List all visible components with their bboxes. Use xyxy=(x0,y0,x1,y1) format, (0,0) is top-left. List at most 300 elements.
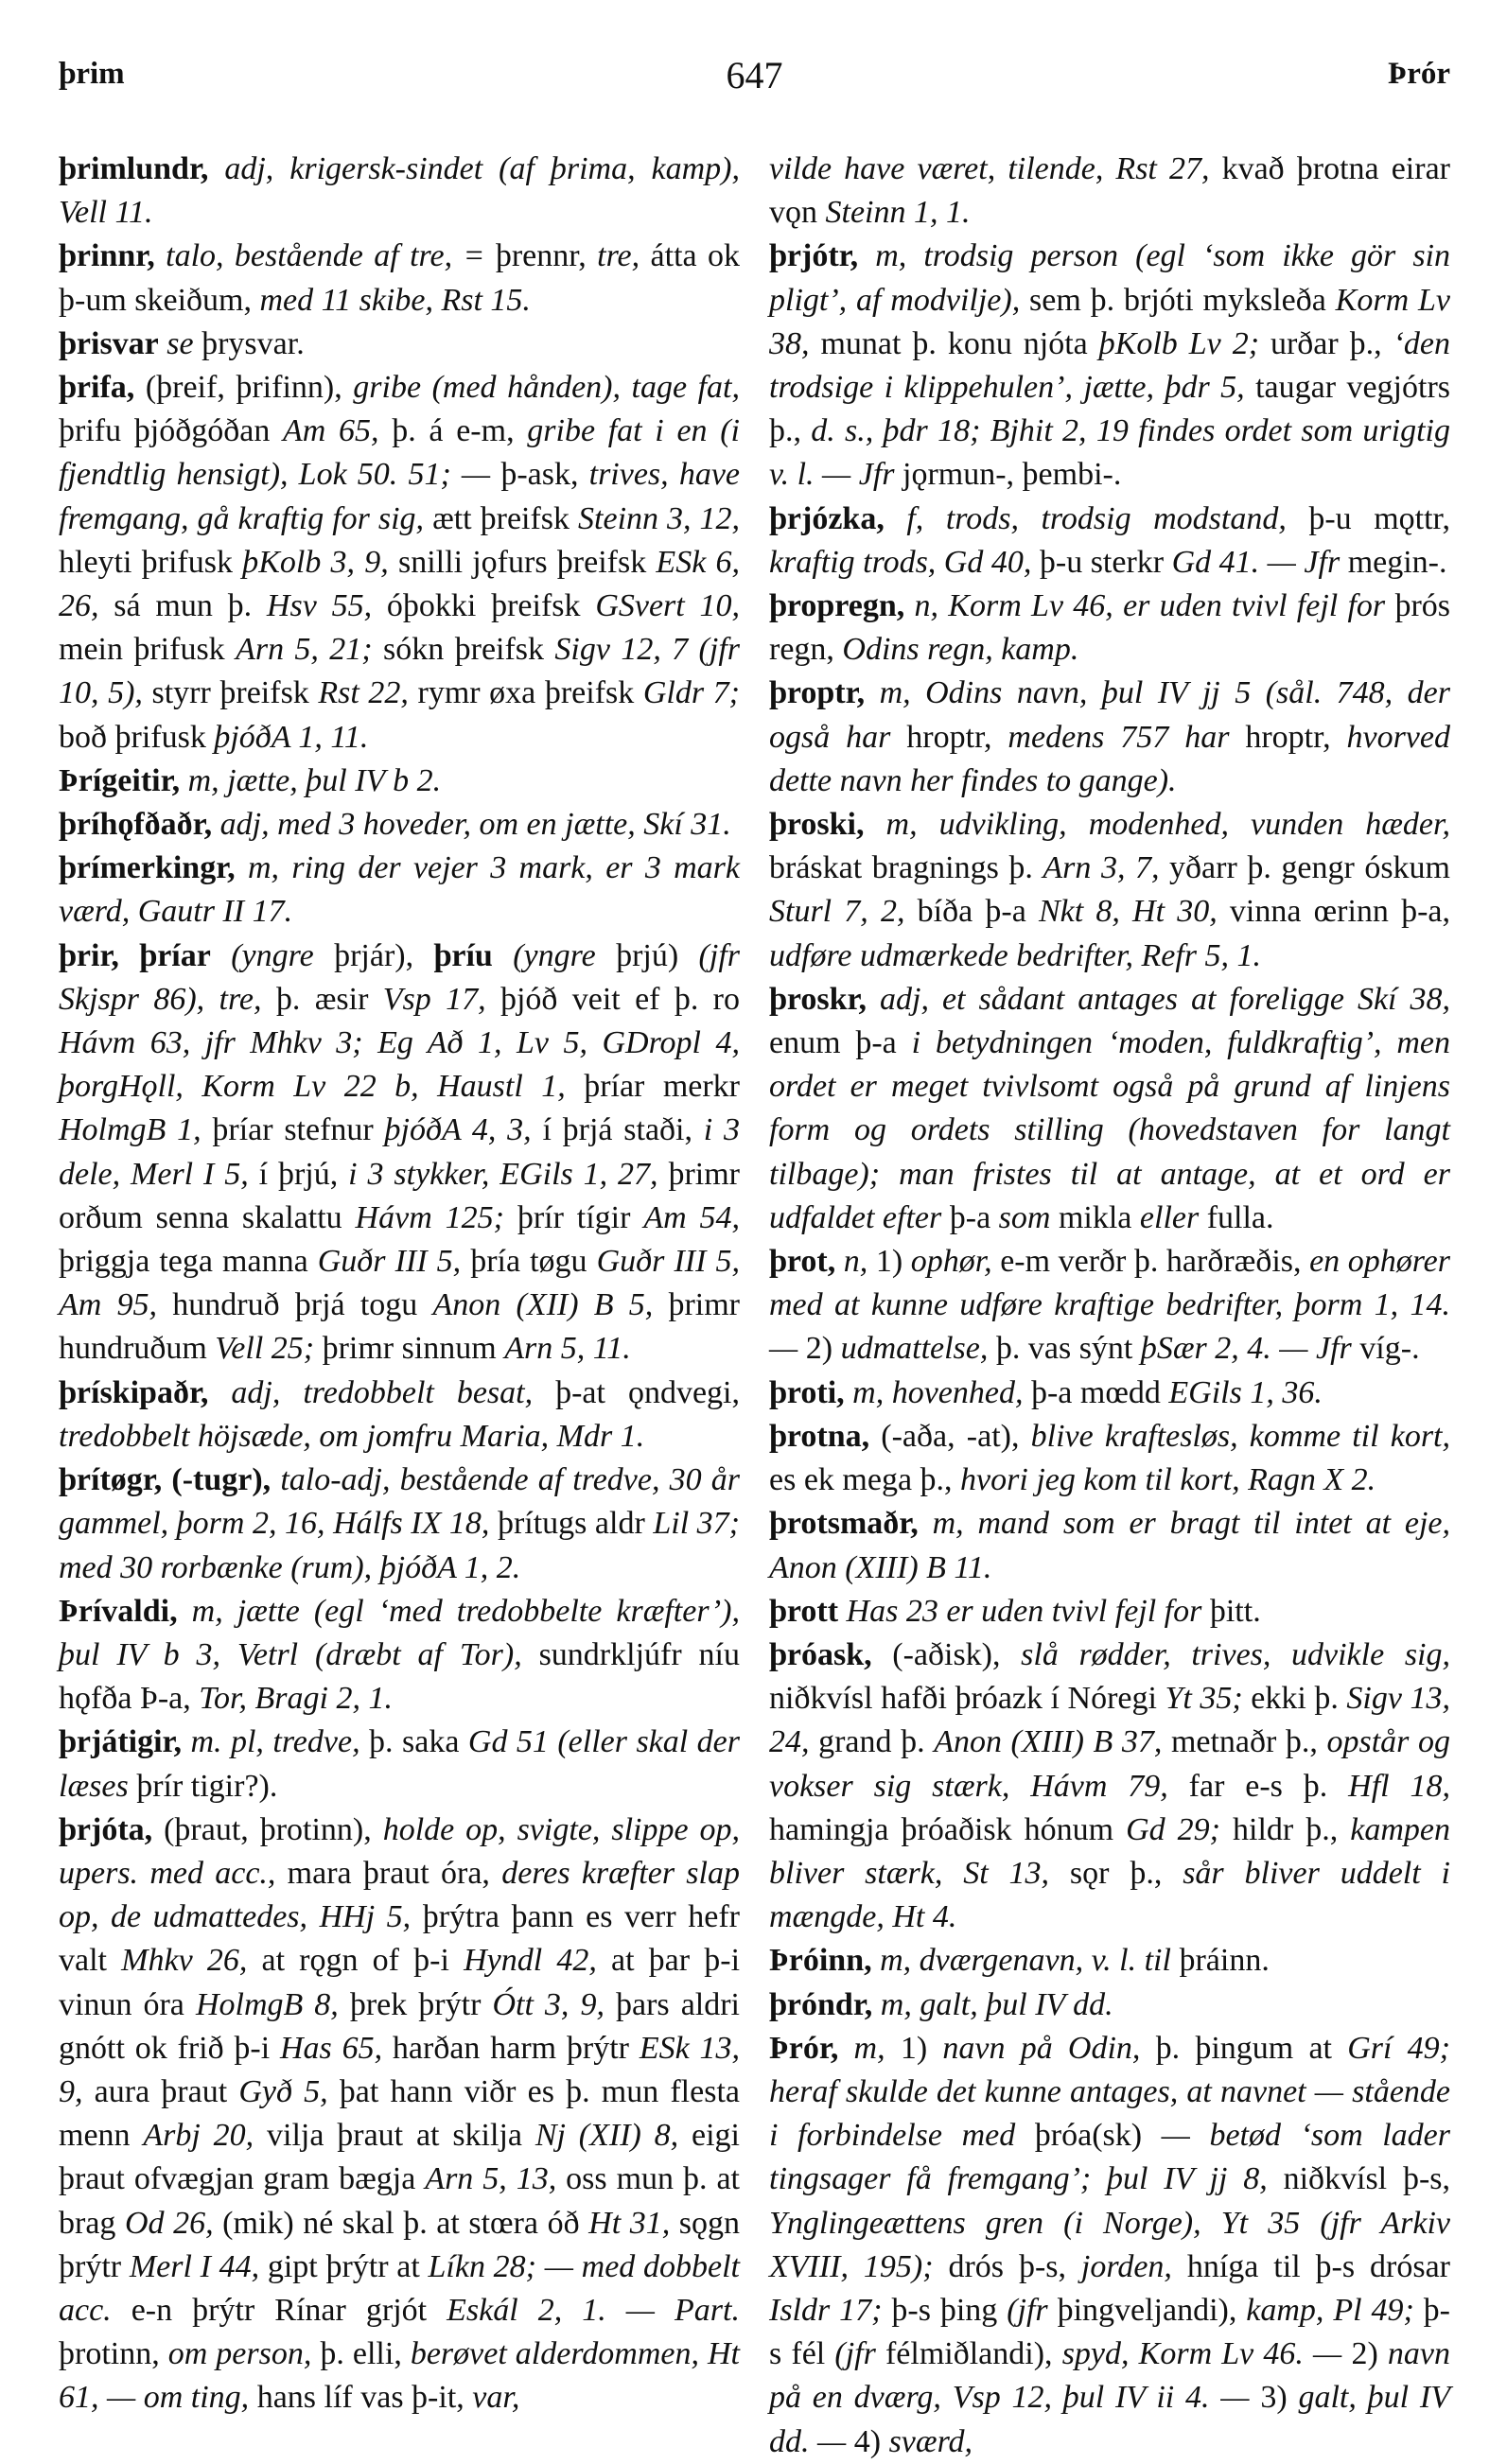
entry-gloss: (jfr Skjspr 86), tre, xyxy=(59,937,740,1017)
entry-headword: þrjótr, xyxy=(769,238,859,274)
entry-gloss: kampen bliver stærk, St 13, xyxy=(769,1811,1450,1891)
entry-headword: þríu xyxy=(433,937,493,973)
entry-gloss: Am 54, xyxy=(643,1199,741,1235)
entry-citation: þríar stefnur xyxy=(212,1112,385,1148)
dictionary-entry xyxy=(769,1983,1450,2027)
entry-citation: þ-u sterkr xyxy=(1039,544,1172,580)
entry-headword: þroski, xyxy=(769,807,865,843)
entry-gloss: Líkn 28; — med dobbelt acc. xyxy=(59,2248,740,2328)
entry-gloss: Anon (XII) B 5, xyxy=(432,1287,669,1323)
entry-gloss: Gldr 7; xyxy=(642,675,740,711)
entry-headword: þrott xyxy=(769,1593,839,1629)
entry-gloss: Guðr III 5, Am 95, xyxy=(59,1244,740,1323)
entry-gloss: m, xyxy=(838,2030,901,2066)
entry-headword: þrifa, xyxy=(59,370,135,406)
entry-citation: hroptr, xyxy=(906,719,1008,755)
header-left-catchword: þrim xyxy=(59,57,125,91)
entry-gloss: m, dværgenavn, v. l. til xyxy=(871,1943,1180,1979)
entry-gloss: f, trods, trodsig modstand, xyxy=(884,500,1309,536)
entry-gloss: berøvet alderdommen, Ht 61, — om ting, xyxy=(59,2336,741,2416)
entry-gloss: Gd 41. — Jfr xyxy=(1171,544,1348,580)
entry-gloss: m, trodsig person (egl ‘som ikke gör sin pligt’, af modvilje), xyxy=(769,238,1450,318)
entry-citation: ætt þreifsk xyxy=(432,500,579,536)
entry-gloss: Steinn 1, 1. xyxy=(825,195,971,231)
entry-citation: sǫgn þrýtr xyxy=(59,2205,741,2284)
entry-headword: Þrór, xyxy=(769,2030,839,2066)
entry-headword: þrjózka, xyxy=(769,500,885,536)
entry-headword: þrímerkingr, xyxy=(59,850,236,886)
entry-gloss: medens 757 har xyxy=(1008,719,1246,755)
entry-gloss: slå rødder, trives, udvikle sig, xyxy=(1021,1636,1450,1672)
dictionary-entry xyxy=(59,366,740,760)
entry-gloss: þSær 2, 4. — Jfr xyxy=(1140,1331,1360,1367)
entry-citation: þrimr hundruðum xyxy=(59,1287,740,1367)
entry-citation: þ. vas sýnt xyxy=(995,1331,1141,1367)
entry-gloss: hvorved dette navn her findes to gange). xyxy=(769,719,1450,798)
entry-citation: e-m verðr þ. harðræðis, xyxy=(1000,1244,1310,1280)
entry-gloss: en ophører med at kunne udføre kraftige bedrifter, þorm 1, 14. — xyxy=(769,1244,1451,1367)
entry-citation: megin-. xyxy=(1347,544,1447,580)
entry-citation: 1) xyxy=(900,2030,943,2066)
entry-gloss: i betydningen ‘moden, fuldkraftig’, men ordet er meget tvivlsomt også på grund af linjens form og ordets stilling (hovedstaven for langt tilbage); man fristes til at antage, at et ord er udfaldet efter xyxy=(769,1025,1450,1235)
entry-gloss: Od 26, xyxy=(124,2205,223,2241)
entry-citation: metnaðr þ., xyxy=(1170,1724,1327,1760)
left-column xyxy=(59,148,740,2464)
dictionary-entry xyxy=(59,1459,740,1590)
entry-citation: þrír tígir xyxy=(517,1199,644,1235)
entry-gloss: (jfr xyxy=(1007,2292,1058,2328)
entry-headword: þríhǫfðaðr, xyxy=(59,807,213,843)
entry-gloss: i 3 stykker, EGils 1, 27, xyxy=(348,1156,669,1192)
entry-gloss: trives, have fremgang, gå kraftig for sig, xyxy=(59,457,740,536)
entry-gloss: holde op, svigte, slippe op, upers. med acc., xyxy=(59,1811,740,1891)
entry-gloss: Arn 3, 7, xyxy=(1043,850,1170,886)
entry-gloss: — betød ‘som lader tingsager få fremgang’; þul IV jj 8, xyxy=(769,2118,1450,2197)
entry-gloss: blive kraftesløs, komme til kort, xyxy=(1030,1418,1450,1454)
entry-citation: þ. saka xyxy=(369,1724,468,1760)
entry-citation: þrifu þjóðgóðan xyxy=(59,413,284,449)
entry-gloss: Vell 25; xyxy=(215,1331,323,1367)
entry-gloss: Arn 5, 11. xyxy=(504,1331,631,1367)
entry-citation: rymr øxa þreifsk xyxy=(417,675,643,711)
entry-gloss: talo-adj, bestående af tredve, 30 år gammel, þorm 2, 16, Hálfs IX 18, xyxy=(59,1462,740,1542)
entry-gloss: m, mand som er bragt til intet at eje, Anon (XIII) B 11. xyxy=(769,1506,1450,1585)
entry-citation: hundruð þrjá togu xyxy=(172,1287,433,1323)
dictionary-entry xyxy=(59,760,740,803)
entry-citation: víg-. xyxy=(1359,1331,1420,1367)
entry-citation: þríar merkr xyxy=(584,1069,740,1105)
entry-gloss: udmattelse, xyxy=(840,1331,996,1367)
dictionary-entry xyxy=(59,323,740,366)
dictionary-entry xyxy=(59,1721,740,1808)
entry-citation: ekki þ. xyxy=(1251,1681,1347,1717)
entry-citation: 1) xyxy=(875,1244,911,1280)
entry-citation: yðarr þ. gengr óskum xyxy=(1169,850,1451,886)
entry-citation: hildr þ., xyxy=(1233,1811,1351,1847)
entry-citation: vinna œrinn þ-a, xyxy=(1229,894,1451,930)
entry-citation: sókn þreifsk xyxy=(383,632,555,668)
entry-gloss: Gd 51 (eller skal der læses xyxy=(59,1724,740,1804)
entry-gloss: m. pl, tredve, xyxy=(182,1724,370,1760)
entry-citation: þ-u mǫttr, xyxy=(1308,500,1451,536)
entry-gloss: Hávm 125; xyxy=(355,1199,517,1235)
entry-headword: Þróinn, xyxy=(769,1943,872,1979)
entry-gloss: Ht 31, xyxy=(588,2205,679,2241)
entry-gloss: navn på Odin, xyxy=(942,2030,1156,2066)
running-head xyxy=(59,49,1450,110)
entry-citation: eigi þraut ofvægjan gram bægja xyxy=(59,2118,740,2197)
entry-citation: styrr þreifsk xyxy=(151,675,319,711)
dictionary-entry xyxy=(769,978,1450,1240)
entry-gloss: Isldr 17; xyxy=(769,2292,892,2328)
dictionary-entry xyxy=(769,1634,1450,1939)
entry-gloss: Hávm 63, jfr Mhkv 3; Eg Að 1, Lv 5, GDropl 4, þorgHǫll, Korm Lv 22 b, Haustl 1, xyxy=(59,1025,740,1105)
entry-citation: sem þ. brjóti myksleða xyxy=(1029,282,1336,318)
dictionary-entry xyxy=(59,235,740,322)
entry-gloss: d. s., þdr 18; Bjhit 2, 19 findes ordet som urigtig v. l. — Jfr xyxy=(769,413,1450,493)
header-right-catchword: Þrór xyxy=(1388,57,1450,91)
entry-headword: þroptr, xyxy=(769,675,866,711)
entry-citation: kvað þrotna eirar vǫn xyxy=(769,151,1450,231)
entry-citation: mara þraut óra, xyxy=(287,1855,502,1891)
entry-gloss: m, jætte (egl ‘med tredobbelte kræfter’), þul IV b 3, Vetrl (dræbt af Tor), xyxy=(59,1593,740,1672)
entry-gloss: (yngre xyxy=(210,937,335,973)
entry-citation: þars aldri gnótt ok frið þ-i xyxy=(59,1986,741,2066)
entry-citation: óþokki þreifsk xyxy=(386,588,596,624)
text-columns xyxy=(59,148,1450,2464)
entry-gloss: Sturl 7, 2, xyxy=(769,894,918,930)
entry-citation: (-aða, -at), xyxy=(869,1418,1031,1454)
entry-headword: þrisvar xyxy=(59,325,159,361)
entry-citation: es ek mega þ., xyxy=(769,1462,961,1498)
entry-headword: þróask, xyxy=(769,1636,872,1672)
entry-citation: (þraut, þrotinn), xyxy=(152,1811,383,1847)
entry-gloss: Lil 37; med 30 rorbænke (rum), þjóðA 1, 2. xyxy=(59,1506,741,1585)
entry-citation: (þreif, þrifinn), xyxy=(134,370,354,406)
entry-citation: urðar þ., xyxy=(1270,325,1393,361)
entry-gloss: vilde have været, tilende, Rst 27, xyxy=(769,151,1222,186)
entry-gloss: m, Odins navn, þul IV jj 5 (sål. 748, der også har xyxy=(769,675,1450,755)
entry-headword: þrot, xyxy=(769,1244,836,1280)
entry-citation: þriggja tega manna xyxy=(59,1244,318,1280)
entry-citation: þ. æsir xyxy=(275,981,383,1017)
entry-headword: þroti, xyxy=(769,1374,845,1410)
entry-citation: þ-s fél xyxy=(769,2292,1450,2372)
entry-headword: þroskr, xyxy=(769,981,867,1017)
entry-gloss: se xyxy=(158,325,202,361)
entry-gloss: Merl I 44, xyxy=(129,2248,268,2284)
entry-gloss: n, Korm Lv 46, er uden tvivl fejl for xyxy=(904,588,1395,624)
entry-gloss: udføre udmærkede bedrifter, Refr 5, 1. xyxy=(769,937,1261,973)
entry-citation: þrennr, xyxy=(495,238,598,274)
entry-gloss: n, xyxy=(835,1244,876,1280)
entry-gloss: Hsv 55, xyxy=(266,588,387,624)
entry-gloss: eller xyxy=(1139,1199,1207,1235)
entry-headword: þrimlundr, xyxy=(59,151,209,186)
entry-citation: þingveljandi), xyxy=(1057,2292,1247,2328)
entry-gloss: sår bliver uddelt i mængde, Ht 4. xyxy=(769,1855,1451,1935)
dictionary-entry xyxy=(59,935,740,1372)
entry-gloss: HolmgB 8, xyxy=(195,1986,350,2022)
dictionary-entry xyxy=(769,1590,1450,1634)
entry-citation: drós þ-s, xyxy=(948,2248,1081,2284)
entry-gloss: þjóðA 1, 11. xyxy=(214,719,369,755)
dictionary-entry xyxy=(769,672,1450,803)
entry-citation: þrimr sinnum xyxy=(322,1331,505,1367)
entry-citation: þrek þrýtr xyxy=(349,1986,493,2022)
entry-gloss: Arn 5, 21; xyxy=(236,632,384,668)
entry-gloss: Steinn 3, 12, xyxy=(578,500,741,536)
right-column xyxy=(769,148,1450,2464)
entry-gloss: adj, med 3 hoveder, om en jætte, Skí 31. xyxy=(212,807,731,843)
entry-citation: í þrjú, xyxy=(258,1156,349,1192)
entry-gloss: Has 65, xyxy=(280,2030,393,2066)
entry-gloss: Am 65, xyxy=(283,413,393,449)
entry-gloss: Yt 35; xyxy=(1165,1681,1252,1717)
entry-citation: þ. þingum at xyxy=(1155,2030,1348,2066)
entry-gloss: HolmgB 1, xyxy=(59,1112,213,1148)
entry-gloss: om person, xyxy=(167,2336,321,2372)
entry-gloss: Anon (XIII) B 37, xyxy=(934,1724,1171,1760)
entry-citation: þróa(sk) xyxy=(1034,2118,1162,2154)
entry-gloss: Has 23 er uden tvivl fejl for xyxy=(838,1593,1210,1629)
entry-gloss: Hfl 18, xyxy=(1348,1768,1450,1804)
entry-citation: at þar þ-i vinun óra xyxy=(59,1943,741,2022)
entry-citation: átta ok þ-um skeiðum, xyxy=(59,238,740,318)
entry-gloss: þKolb 3, 9, xyxy=(242,544,398,580)
dictionary-entry xyxy=(59,847,740,934)
entry-gloss: Gd 29; xyxy=(1126,1811,1233,1847)
entry-gloss: tre, xyxy=(597,238,651,274)
entry-citation: snilli jǫfurs þreifsk xyxy=(398,544,657,580)
entry-gloss: adj, tredobbelt besat, xyxy=(208,1374,556,1410)
entry-gloss: ophør, xyxy=(910,1244,1001,1280)
entry-citation: þrjár), xyxy=(334,937,434,973)
entry-gloss: Vsp 17, xyxy=(382,981,500,1017)
entry-citation: þ-ask, xyxy=(500,457,589,493)
entry-citation: þrír tigir?). xyxy=(136,1768,278,1804)
entry-gloss: Sigv 12, 7 (jfr 10, 5), xyxy=(59,632,741,711)
dictionary-entry xyxy=(769,1939,1450,1983)
entry-headword: þropregn, xyxy=(769,588,905,624)
entry-gloss: gribe (med hånden), tage fat, xyxy=(353,370,740,406)
dictionary-entry xyxy=(769,585,1450,672)
entry-gloss: kamp, Pl 49; xyxy=(1246,2292,1424,2328)
entry-gloss: Gyð 5, xyxy=(238,2073,340,2109)
entry-citation: þjóð veit ef þ. ro xyxy=(499,981,740,1017)
entry-gloss: Tor, Bragi 2, 1. xyxy=(199,1681,393,1717)
dictionary-entry xyxy=(769,803,1450,978)
entry-gloss: Nkt 8, Ht 30, xyxy=(1038,894,1230,930)
entry-citation: gipt þrýtr at xyxy=(267,2248,429,2284)
entry-headword: þrjátigir, xyxy=(59,1724,183,1760)
entry-citation: bíða þ-a xyxy=(917,894,1039,930)
entry-gloss: gribe fat i en (i fjendtlig hensigt), Lok 50. 51; — xyxy=(59,413,740,493)
entry-gloss: med 11 skibe, Rst 15. xyxy=(259,282,531,318)
entry-gloss: talo, bestående af tre, = xyxy=(154,238,496,274)
entry-gloss: jorden, xyxy=(1080,2248,1187,2284)
entry-citation: hníga til þ-s drósar xyxy=(1186,2248,1450,2284)
entry-gloss: Korm Lv 38, xyxy=(769,282,1450,361)
entry-citation: niðkvísl hafði þróazk í Nóregi xyxy=(769,1681,1165,1717)
entry-gloss: þjóðA 4, 3, xyxy=(384,1112,543,1148)
entry-citation: bráskat bragnings þ. xyxy=(769,850,1043,886)
entry-gloss: som xyxy=(998,1199,1059,1235)
entry-citation: mein þrifusk xyxy=(59,632,237,668)
entry-citation: þat hann viðr es þ. mun flesta menn xyxy=(59,2073,740,2154)
entry-gloss: i 3 dele, Merl I 5, xyxy=(59,1112,740,1192)
dictionary-entry xyxy=(769,235,1450,497)
entry-citation: sá mun þ. xyxy=(114,588,267,624)
entry-citation: at rǫgn of þ-i xyxy=(261,1943,464,1979)
entry-citation: þ-a mœdd xyxy=(1030,1374,1169,1410)
entry-citation: félmiðlandi), xyxy=(885,2336,1062,2372)
entry-gloss: hvori jeg kom til kort, Ragn X 2. xyxy=(960,1462,1376,1498)
entry-citation: þitt. xyxy=(1209,1593,1261,1629)
entry-gloss: deres kræfter slap op, de udmattedes, HHj 5, xyxy=(59,1855,740,1935)
entry-gloss: Hyndl 42, xyxy=(464,1943,611,1979)
entry-headword: þrískipaðr, xyxy=(59,1374,209,1410)
entry-citation: boð þrifusk xyxy=(59,719,215,755)
entry-citation: 2) xyxy=(805,1331,841,1367)
entry-citation: sundrkljúfr níu hǫfða Þ-a, xyxy=(59,1636,740,1717)
entry-citation: þrýtra þann es verr hefr valt xyxy=(59,1899,740,1979)
entry-headword: þrjóta, xyxy=(59,1811,153,1847)
entry-gloss: þKolb Lv 2; xyxy=(1098,325,1270,361)
entry-citation: far e-s þ. xyxy=(1188,1768,1349,1804)
dictionary-entry xyxy=(769,1372,1450,1415)
entry-citation: þrjú) xyxy=(616,937,699,973)
dictionary-entry xyxy=(769,2027,1450,2464)
dictionary-entry xyxy=(769,1502,1450,1589)
entry-gloss: GSvert 10, xyxy=(595,588,741,624)
dictionary-entry xyxy=(59,1590,740,1721)
entry-gloss: Mhkv 26, xyxy=(121,1943,262,1979)
entry-citation: þ. á e-m, xyxy=(392,413,528,449)
entry-citation: 3) xyxy=(1260,2380,1299,2416)
entry-gloss: m, ring der vejer 3 mark, er 3 mark værd, Gautr II 17. xyxy=(59,850,740,930)
entry-citation: grand þ. xyxy=(818,1724,935,1760)
dictionary-entry xyxy=(59,1809,740,2420)
entry-headword: þrotsmaðr, xyxy=(769,1506,919,1542)
entry-gloss: Arbj 20, xyxy=(143,2118,267,2154)
entry-citation: (mik) né skal þ. at stœra óð xyxy=(222,2205,589,2241)
entry-gloss: Arn 5, 13, xyxy=(425,2161,567,2197)
entry-citation: þrotinn, xyxy=(59,2336,168,2372)
entry-headword: Þrígeitir, xyxy=(59,762,181,798)
entry-citation: jǫrmun-, þembi-. xyxy=(902,457,1122,493)
entry-citation: oss mun þ. at brag xyxy=(59,2161,740,2241)
dictionary-entry xyxy=(769,1240,1450,1372)
entry-gloss: galt, þul IV dd. — xyxy=(769,2380,1450,2459)
entry-gloss: Grí 49; heraf skulde det kunne antages, at navnet — stående i forbindelse med xyxy=(769,2030,1451,2154)
entry-gloss: Odins regn, kamp. xyxy=(842,632,1079,668)
entry-citation: þ-a xyxy=(949,1199,999,1235)
dictionary-entry xyxy=(769,148,1450,235)
entry-citation: hroptr, xyxy=(1245,719,1347,755)
dictionary-entry xyxy=(769,498,1450,585)
entry-citation: taugar vegjótrs þ., xyxy=(769,370,1450,449)
entry-headword: þrotna, xyxy=(769,1418,870,1454)
entry-citation: mikla xyxy=(1058,1199,1140,1235)
entry-headword: þrítøgr, (-tugr), xyxy=(59,1462,272,1498)
entry-citation: í þrjá staði, xyxy=(542,1112,704,1148)
entry-citation: munat þ. konu njóta xyxy=(820,325,1099,361)
dictionary-entry xyxy=(59,803,740,847)
entry-gloss: adj, krigersk-sindet (af þrima, kamp), Vell 11. xyxy=(59,151,740,231)
entry-headword: þróndr, xyxy=(769,1986,873,2022)
entry-citation: niðkvísl þ-s, xyxy=(1283,2161,1450,2197)
entry-citation: þ-s þing xyxy=(891,2292,1008,2328)
entry-gloss: opstår og vokser sig stærk, Hávm 79, xyxy=(769,1724,1450,1804)
entry-gloss: Eskál 2, 1. — Part. xyxy=(447,2292,740,2328)
entry-headword: þrir, þríar xyxy=(59,937,211,973)
entry-gloss: adj, et sådant antages at foreligge Skí 38, xyxy=(867,981,1450,1017)
entry-citation: 4) xyxy=(853,2423,889,2459)
entry-citation: aura þraut xyxy=(94,2073,239,2109)
entry-gloss: m, hovenhed, xyxy=(844,1374,1031,1410)
entry-citation: þ-at ǫndvegi, xyxy=(555,1374,740,1410)
entry-gloss: Ótt 3, 9, xyxy=(492,1986,617,2022)
entry-gloss: tredobbelt höjsæde, om jomfru Maria, Mdr 1. xyxy=(59,1418,645,1454)
entry-citation: þrítugs aldr xyxy=(497,1506,654,1542)
entry-citation: sǫr þ., xyxy=(1069,1855,1183,1891)
entry-citation: (-aðisk), xyxy=(871,1636,1022,1672)
entry-gloss: sværd, xyxy=(888,2423,973,2459)
entry-gloss: Sigv 13, 24, xyxy=(769,1681,1450,1760)
entry-gloss: Nj (XII) 8, xyxy=(534,2118,692,2154)
entry-citation: þrysvar. xyxy=(202,325,305,361)
entry-gloss: ESk 13, 9, xyxy=(59,2030,740,2109)
entry-citation: hamingja þróaðisk hónum xyxy=(769,1811,1127,1847)
entry-citation: þ. elli, xyxy=(320,2336,411,2372)
entry-gloss: kraftig trods, Gd 40, xyxy=(769,544,1040,580)
entry-gloss: Rst 22, xyxy=(318,675,418,711)
entry-gloss: Guðr III 5, xyxy=(317,1244,471,1280)
entry-citation: enum þ-a xyxy=(769,1025,912,1061)
dictionary-entry xyxy=(769,1415,1450,1502)
entry-citation: 2) xyxy=(1351,2336,1388,2372)
entry-gloss: m, jætte, þul IV b 2. xyxy=(180,762,442,798)
entry-gloss: (jfr xyxy=(834,2336,885,2372)
dictionary-entry xyxy=(59,1372,740,1459)
dictionary-entry xyxy=(59,148,740,235)
entry-gloss: var, xyxy=(472,2380,520,2416)
entry-gloss: m, galt, þul IV dd. xyxy=(872,1986,1113,2022)
entry-gloss: ESk 6, 26, xyxy=(59,544,741,624)
entry-gloss: spyd, Korm Lv 46. — xyxy=(1061,2336,1352,2372)
entry-citation: vilja þraut at skilja xyxy=(267,2118,535,2154)
entry-gloss: m, udvikling, modenhed, vunden hæder, xyxy=(864,807,1450,843)
entry-citation: þría tøgu xyxy=(470,1244,597,1280)
entry-citation: harðan harm þrýtr xyxy=(392,2030,640,2066)
entry-gloss: (yngre xyxy=(492,937,617,973)
entry-citation: þrimr orðum senna skalattu xyxy=(59,1156,740,1235)
entry-citation: hleyti þrifusk xyxy=(59,544,243,580)
entry-citation: þrós regn, xyxy=(769,588,1450,668)
entry-gloss: navn på en dværg, Vsp 12, þul IV ii 4. — xyxy=(769,2336,1450,2416)
entry-citation: fulla. xyxy=(1206,1199,1274,1235)
entry-citation: e-n þrýtr Rínar grjót xyxy=(131,2292,447,2328)
entry-headword: Þrívaldi, xyxy=(59,1593,178,1629)
entry-gloss: Ynglingeættens gren (i Norge), Yt 35 (jfr Arkiv XVIII, 195); xyxy=(769,2205,1450,2284)
entry-headword: þrinnr, xyxy=(59,238,155,274)
entry-gloss: EGils 1, 36. xyxy=(1168,1374,1323,1410)
entry-citation: þráinn. xyxy=(1179,1943,1270,1979)
entry-citation: hans líf vas þ-it, xyxy=(256,2380,473,2416)
page-number: 647 xyxy=(726,54,783,96)
entry-gloss: ‘den trodsige i klippehulen’, jætte, þdr 5, xyxy=(769,325,1451,406)
